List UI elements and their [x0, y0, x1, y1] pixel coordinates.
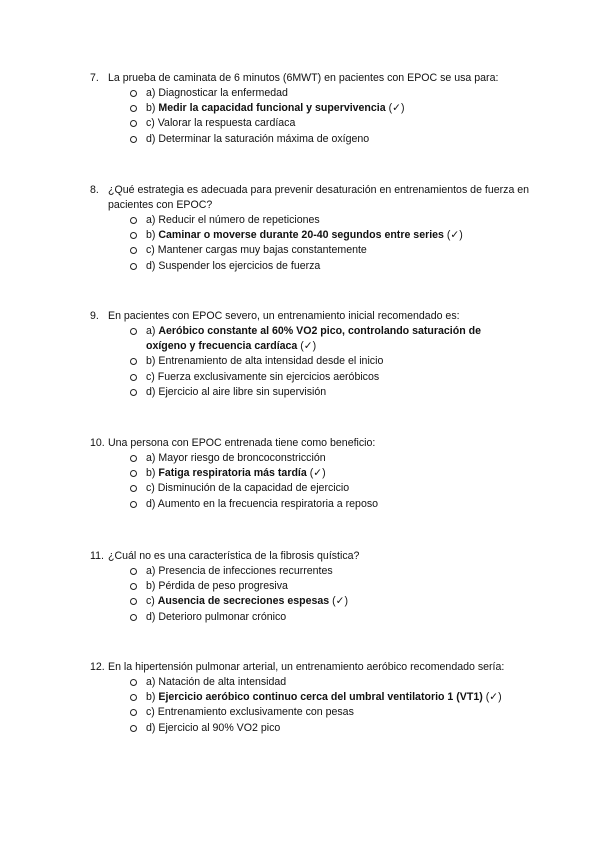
option-text: Mayor riesgo de broncoconstricción — [158, 452, 326, 464]
option-text: Deterioro pulmonar crónico — [158, 610, 287, 623]
question-number: 10. — [90, 437, 105, 449]
question-stem — [90, 436, 540, 451]
circle-bullet-icon — [130, 583, 137, 590]
question-number: 9. — [90, 310, 99, 322]
option-letter: a) — [146, 452, 156, 464]
option-b — [130, 579, 540, 594]
circle-bullet-icon — [130, 598, 137, 605]
circle-bullet-icon — [130, 389, 137, 396]
circle-bullet-icon — [130, 136, 137, 143]
option-text: Reducir el número de repeticiones — [158, 214, 320, 226]
question-text: ¿Qué estrategia es adecuada para prevenir desaturación en entrenamientos de fuerza en pacientes con EPOC? — [108, 184, 530, 211]
option-b — [130, 354, 540, 369]
option-letter: d) — [146, 132, 156, 145]
option-text: Ejercicio al 90% VO2 pico — [158, 721, 281, 734]
question-stem — [90, 660, 550, 675]
option-d — [130, 610, 540, 625]
option-a — [130, 675, 550, 690]
option-list — [90, 675, 550, 736]
option-letter: b) — [146, 355, 156, 368]
option-letter: d) — [146, 259, 156, 272]
circle-bullet-icon — [130, 501, 137, 508]
option-d — [130, 721, 550, 736]
option-letter: d) — [146, 385, 156, 398]
option-letter: b) — [146, 580, 156, 593]
option-letter: c) — [146, 117, 155, 130]
question-7 — [90, 71, 540, 147]
option-text: Suspender los ejercicios de fuerza — [158, 259, 321, 272]
question-number: 7. — [90, 72, 99, 84]
option-letter: b) — [146, 102, 156, 115]
checkmark-icon: (✓) — [309, 467, 326, 480]
option-letter: a) — [146, 325, 156, 337]
circle-bullet-icon — [130, 90, 137, 97]
option-letter: c) — [146, 482, 155, 495]
option-text: Entrenamiento de alta intensidad desde el inicio — [158, 355, 384, 368]
option-b — [130, 101, 540, 116]
option-c — [130, 116, 540, 131]
option-list — [90, 324, 540, 400]
question-text: La prueba de caminata de 6 minutos (6MWT) en pacientes con EPOC se usa para: — [108, 72, 499, 84]
option-d — [130, 259, 540, 274]
option-b — [130, 466, 540, 481]
option-c — [130, 243, 540, 258]
option-a — [130, 86, 540, 101]
option-c — [130, 370, 540, 385]
checkmark-icon: (✓) — [485, 691, 502, 704]
circle-bullet-icon — [130, 247, 137, 254]
option-list — [90, 451, 540, 512]
option-text: Disminución de la capacidad de ejercicio — [157, 482, 350, 495]
option-text: Mantener cargas muy bajas constantemente — [157, 244, 367, 257]
circle-bullet-icon — [130, 614, 137, 621]
option-text: Presencia de infecciones recurrentes — [158, 565, 333, 577]
option-list — [90, 213, 540, 274]
circle-bullet-icon — [130, 328, 137, 335]
question-stem — [90, 549, 540, 564]
question-12 — [90, 660, 550, 736]
circle-bullet-icon — [130, 455, 137, 462]
correct-option-text: Medir la capacidad funcional y supervivencia — [158, 102, 386, 115]
question-text: ¿Cuál no es una característica de la fibrosis quística? — [108, 550, 360, 562]
circle-bullet-icon — [130, 105, 137, 112]
option-a — [130, 564, 540, 579]
question-stem — [90, 309, 540, 324]
correct-option-text: Fatiga respiratoria más tardía — [158, 467, 307, 480]
question-number: 8. — [90, 184, 99, 196]
circle-bullet-icon — [130, 374, 137, 381]
question-8 — [90, 183, 540, 274]
option-b — [130, 690, 550, 705]
question-number: 11. — [90, 550, 104, 562]
circle-bullet-icon — [130, 217, 137, 224]
option-letter: b) — [146, 467, 156, 480]
option-a — [130, 213, 540, 228]
circle-bullet-icon — [130, 232, 137, 239]
option-letter: d) — [146, 721, 156, 734]
option-text: Valorar la respuesta cardíaca — [157, 117, 296, 130]
option-letter: b) — [146, 229, 156, 242]
question-stem — [90, 183, 540, 213]
question-text: Una persona con EPOC entrenada tiene como beneficio: — [108, 437, 376, 449]
checkmark-icon: (✓) — [446, 229, 463, 242]
option-letter: c) — [146, 595, 155, 608]
option-text: Diagnosticar la enfermedad — [158, 87, 288, 99]
circle-bullet-icon — [130, 709, 137, 716]
option-letter: c) — [146, 706, 155, 719]
option-letter: a) — [146, 565, 156, 577]
option-text: Pérdida de peso progresiva — [158, 580, 288, 593]
checkmark-icon: (✓) — [388, 102, 405, 115]
question-text: En pacientes con EPOC severo, un entrenamiento inicial recomendado es: — [108, 310, 460, 322]
option-letter: d) — [146, 610, 156, 623]
option-letter: c) — [146, 370, 155, 383]
option-text: Determinar la saturación máxima de oxígeno — [158, 132, 370, 145]
circle-bullet-icon — [130, 120, 137, 127]
option-text: Ejercicio al aire libre sin supervisión — [158, 385, 327, 398]
option-text: Fuerza exclusivamente sin ejercicios aeróbicos — [157, 370, 380, 383]
checkmark-icon: (✓) — [332, 595, 349, 608]
correct-option-text: Aeróbico constante al 60% VO2 pico, controlando saturación de oxígeno y frecuencia cardíaca — [146, 325, 481, 353]
option-letter: a) — [146, 87, 156, 99]
circle-bullet-icon — [130, 470, 137, 477]
question-stem — [90, 71, 540, 86]
checkmark-icon: (✓) — [300, 340, 317, 353]
correct-option-text: Ejercicio aeróbico continuo cerca del umbral ventilatorio 1 (VT1) — [158, 691, 483, 704]
option-list — [90, 564, 540, 625]
circle-bullet-icon — [130, 725, 137, 732]
option-a — [130, 324, 540, 354]
correct-option-text: Caminar o moverse durante 20-40 segundos entre series — [158, 229, 444, 242]
option-letter: b) — [146, 691, 156, 704]
option-letter: a) — [146, 676, 156, 688]
question-9 — [90, 309, 540, 400]
option-letter: a) — [146, 214, 156, 226]
option-text: Natación de alta intensidad — [158, 676, 287, 688]
option-d — [130, 497, 540, 512]
option-text: Aumento en la frecuencia respiratoria a reposo — [157, 497, 379, 510]
question-number: 12. — [90, 661, 105, 673]
question-11 — [90, 549, 540, 625]
circle-bullet-icon — [130, 679, 137, 686]
option-text: Entrenamiento exclusivamente con pesas — [157, 706, 354, 719]
option-d — [130, 132, 540, 147]
circle-bullet-icon — [130, 358, 137, 365]
correct-option-text: Ausencia de secreciones espesas — [157, 595, 330, 608]
option-d — [130, 385, 540, 400]
circle-bullet-icon — [130, 263, 137, 270]
option-list — [90, 86, 540, 147]
circle-bullet-icon — [130, 694, 137, 701]
option-c — [130, 481, 540, 496]
option-letter: d) — [146, 497, 156, 510]
question-10 — [90, 436, 540, 512]
option-letter: c) — [146, 244, 155, 257]
circle-bullet-icon — [130, 485, 137, 492]
circle-bullet-icon — [130, 568, 137, 575]
option-c — [130, 705, 550, 720]
option-b — [130, 228, 540, 243]
option-c — [130, 594, 540, 609]
option-a — [130, 451, 540, 466]
question-text: En la hipertensión pulmonar arterial, un entrenamiento aeróbico recomendado sería: — [108, 661, 505, 673]
